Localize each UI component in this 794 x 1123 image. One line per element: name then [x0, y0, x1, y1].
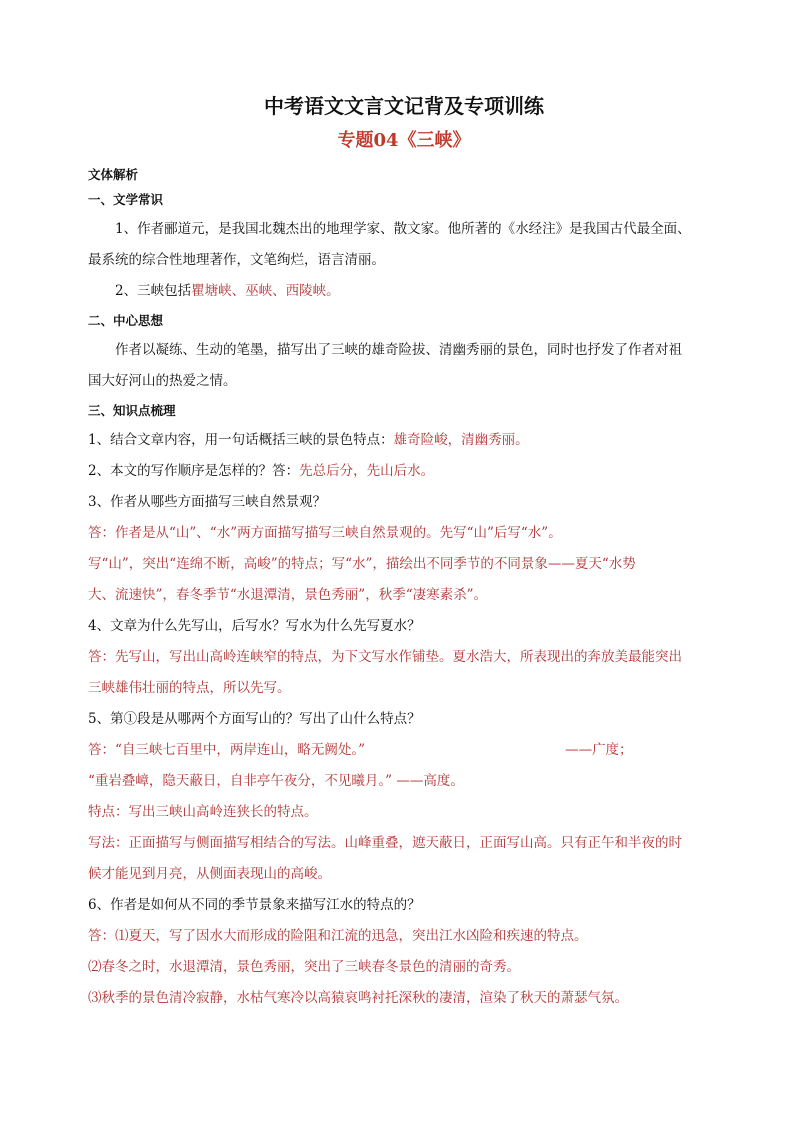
answer-5-line-4: 写法：正面描写与侧面描写相结合的写法。山峰重叠，遮天蔽日，正面写山高。只有正午和半夜的时 — [88, 835, 682, 851]
a5-quote-1: 答：“自三峡七百里中，两岸连山，略无阙处。” — [88, 742, 366, 758]
answer-4-line-1: 答：先写山，写出山高岭连峡窄的特点，为下文写水作铺垫。夏水浩大，所表现出的奔放美最能突出 — [88, 649, 682, 665]
section-label: 文体解析 — [88, 167, 139, 182]
a5-breadth: ——广度； — [565, 742, 633, 758]
question-3: 3、作者从哪些方面描写三峡自然景观？ — [88, 494, 327, 510]
document-page — [88, 92, 720, 1014]
answer-4-line-2: 三峡雄伟壮丽的特点，所以先写。 — [88, 680, 291, 696]
s2-paragraph-line-2: 国大好河山的热爱之情。 — [88, 373, 237, 389]
s1-p2-answer: 瞿塘峡、巫峡、西陵峡。 — [191, 283, 340, 299]
page-title: 中考语文文言文记背及专项训练 — [264, 94, 544, 118]
answer-3-line-2: 写“山”，突出“连绵不断，高峻”的特点；写“水”，描绘出不同季节的不同景象——夏天“水势 — [88, 556, 636, 572]
question-1 — [88, 425, 720, 456]
section-2-title: 二、中心思想 — [88, 313, 164, 328]
answer-3-line-3: 大、流速快”，春冬季节“水退潭清，景色秀丽”，秋季“凄寒素杀”。 — [88, 587, 488, 603]
page-subtitle: 专题04《三峡》 — [337, 130, 471, 151]
answer-5-line-2: “重岩叠嶂，隐天蔽日，自非亭午夜分，不见曦月。” ——高度。 — [88, 773, 464, 789]
answer-5-line-3: 特点：写出三峡山高岭连狭长的特点。 — [88, 804, 318, 820]
answer-5-line-5: 候才能见到月亮，从侧面表现山的高峻。 — [88, 866, 331, 882]
answer-6-line-3: ⑶秋季的景色清冷寂静，水枯气寒冷以高猿哀鸣衬托深秋的凄清，渲染了秋天的萧瑟气氛。 — [88, 990, 628, 1006]
question-6: 6、作者是如何从不同的季节景象来描写江水的特点的？ — [88, 897, 421, 913]
answer-6-line-1: 答：⑴夏天，写了因水大而形成的险阻和江流的迅急，突出江水凶险和疾速的特点。 — [88, 928, 588, 944]
s1-p2-lead: 2、三峡包括 — [115, 283, 192, 299]
answer-5-line-1 — [88, 735, 720, 766]
section-3-title: 三、知识点梳理 — [88, 403, 176, 418]
q2-text: 2、本文的写作顺序是怎样的？答： — [88, 463, 300, 479]
question-2 — [88, 456, 720, 487]
s1-paragraph-1-line-1: 1、作者郦道元，是我国北魏杰出的地理学家、散文家。他所著的《水经注》是我国古代最全面、 — [115, 221, 691, 237]
answer-3-line-1: 答：作者是从“山”、“水”两方面描写描写三峡自然景观的。先写“山”后写“水”。 — [88, 525, 562, 541]
q1-text: 1、结合文章内容，用一句话概括三峡的景色特点： — [88, 432, 394, 448]
question-4: 4、文章为什么先写山，后写水？写水为什么先写夏水？ — [88, 618, 421, 634]
section-1-title: 一、文学常识 — [88, 192, 164, 207]
s1-paragraph-2 — [88, 276, 720, 307]
q1-answer: 雄奇险峻，清幽秀丽。 — [393, 432, 529, 448]
s2-paragraph-line-1: 作者以凝练、生动的笔墨，描写出了三峡的雄奇险拔、清幽秀丽的景色，同时也抒发了作者对祖 — [115, 342, 682, 358]
q2-answer: 先总后分，先山后水。 — [299, 463, 435, 479]
question-5: 5、第①段是从哪两个方面写山的？写出了山什么特点？ — [88, 711, 421, 727]
s1-paragraph-1-line-2: 最系统的综合性地理著作，文笔绚烂，语言清丽。 — [88, 252, 385, 268]
answer-6-line-2: ⑵春冬之时，水退潭清，景色秀丽，突出了三峡春冬景色的清丽的奇秀。 — [88, 959, 520, 975]
